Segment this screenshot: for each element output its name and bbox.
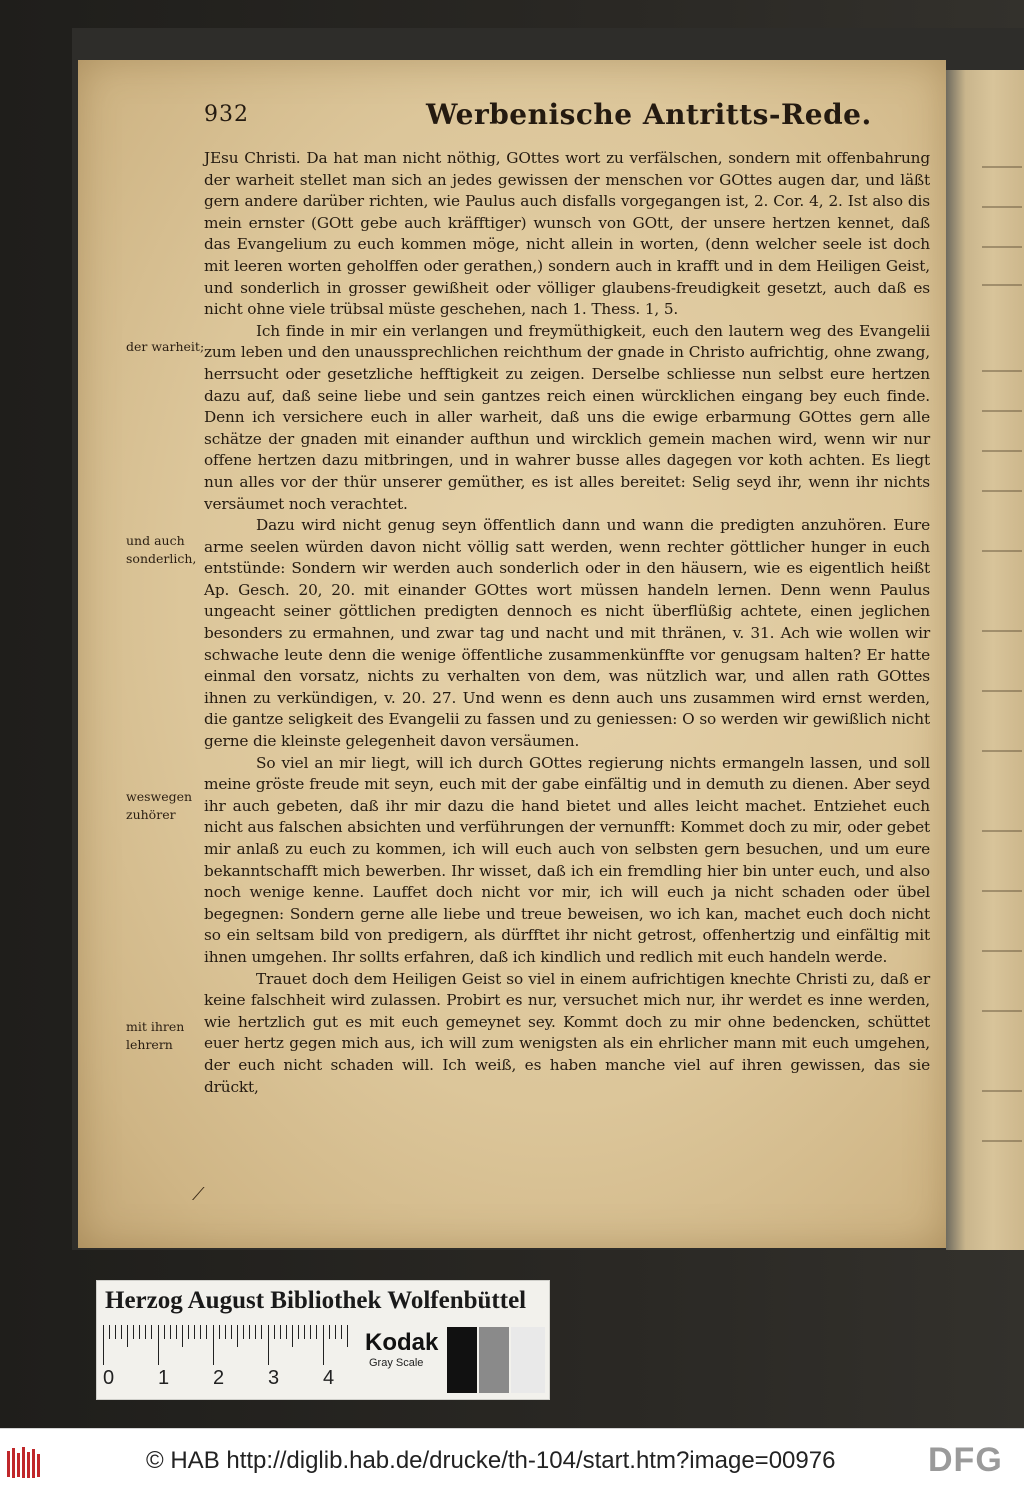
marginal-note: weswegen zuhörer [126, 789, 193, 822]
ruler [103, 1325, 353, 1365]
paragraph: JEsu Christi. Da hat man nicht nöthig, GOttes wort zu verfälschen, sondern mit offenbahrung der warheit stellet man sich an jedes gewissen der menschen vor GOttes augen dar, und läßt gern andere darüber richten, wie Paulus auch disfalls vorgegangen ist, 2. Cor. 4, 2. Ist also dis mein ernster (GOtt gebe auch kräfftiger) wunsch von GOtt, der unsere hertzen kennet, daß das Evangelium zu euch kommen möge, nicht allein in worten, (denn welcher seele ist doch mit leeren worten geholffen oder gerathen,) sondern auch in krafft und in dem Heiligen Geist, und sonderlich in grosser gewißheit oder völliger glaubens-freudigkeit gesetzt, auch daß es nicht ohne viele trübsal müste geschehen, nach 1. Thess. 1, 5. [204, 149, 930, 319]
copyright-link[interactable]: © HAB http://diglib.hab.de/drucke/th-104/start.htm?image=00976 [146, 1447, 836, 1474]
document-page [78, 60, 946, 1248]
ruler-label: 2 [213, 1367, 225, 1389]
kodak-brand: Kodak [365, 1329, 439, 1356]
gray-scale-label: Gray Scale [369, 1357, 424, 1369]
color-calibration-card [96, 1280, 550, 1400]
marginal-note: mit ihren lehrern [126, 1019, 185, 1052]
running-title: Werbenische Antritts-Rede. [426, 98, 872, 131]
facing-page-edge [946, 70, 1024, 1250]
gray-swatch-light [511, 1327, 545, 1393]
paragraph: Dazu wird nicht genug seyn öffentlich dann und wann die predigten anzuhören. Eure arme seelen würden davon nicht völlig satt werden, wenn rechter göttlicher hunger in euch entstünde: Sondern wir werden auch sonderlich oder in den häusern, wie es eigentlich heißt Ap. Gesch. 20, 20. mit einander GOttes wort müssen handeln lernen. Denn wenn Paulus ungeacht seiner göttlichen predigten dennoch es nicht überflüßig achtete, einen jeglichen besonders zu ermahnen, und zwar tag und nacht und mit thränen, v. 31. Ach wie wollen wir schwache leute denn die wenige öffentliche zusammenkünffte vor genugsam halten? Er hatte einmal den vorsatz, nichts zu verhalten von dem, was nützlich war, und allen rath GOttes ihnen zu verkündigen, v. 20. 27. Und wenn es denn auch uns zusammen wird ernst werden, die gantze seligkeit des Evangelii zu fassen und zu geniessen: O so werden wir gewißlich nicht gerne die kleinste gelegenheit davon versäumen. [204, 516, 930, 751]
viewer-footer [0, 1428, 1024, 1496]
gray-swatch-mid [479, 1327, 509, 1393]
ruler-label: 4 [323, 1367, 335, 1389]
dfg-logo[interactable]: DFG [928, 1441, 1003, 1479]
ink-mark: ⟋ [192, 1184, 205, 1205]
ruler-label: 0 [103, 1367, 115, 1389]
ruler-label: 1 [158, 1367, 170, 1389]
paragraph: Trauet doch dem Heiligen Geist so viel in einem aufrichtigen knechte Christi zu, daß er keine falschheit wird zulassen. Probirt es nur, versuchet mich nur, ihr werdet es inne werden, wie hertzlich gut es mit euch gemeynet sey. Kommt doch zu mir ohne bedencken, schüttet euer hertz gegen mich aus, ich will zum wenigsten als ein ehrlicher mann mit euch umgehen, der euch nicht schaden will. Ich weiß, es haben manche viel auf ihren gewissen, das sie drückt, [204, 969, 930, 1096]
ruler-labels [103, 1367, 363, 1393]
ruler-label: 3 [268, 1367, 280, 1389]
marginal-note: und auch sonderlich, [126, 533, 197, 566]
library-name: Herzog August Bibliothek Wolfenbüttel [105, 1287, 527, 1314]
page-header [204, 98, 904, 138]
marginal-note: der warheit; [126, 339, 205, 354]
paragraph: So viel an mir liegt, will ich durch GOttes regierung nichts ermangeln lassen, und soll meine gröste freude mit seyn, euch mit der gabe einfältig und in demuth zu dienen. Aber seyd ihr auch gebeten, daß ihr mir dazu die hand bietet und alles leicht machet. Entziehet euch nicht aus falschen absichten und verführungen der vernunfft: Kommet doch zu mir, oder gebet mir anlaß zu euch zu kommen, ich will euch auch von selbsten gern besuchen, und um eure bekanntschafft mich bewerben. Ihr wisset, daß ich ein fremdling hier bin unter euch, und also noch wenige kenne. Lauffet doch nicht vor mir, ich will euch ja nicht schaden oder übel begegnen: Sondern gerne alle liebe und treue beweisen, wo ich kan, machet euch doch nicht so ein seltsam bild von predigern, als dürfftet ihr nicht getrost, offenhertzig und einfältig mit ihnen umgehen. Ihr sollts erfahren, daß ich kindlich und redlich mit euch handeln werde. [204, 753, 930, 966]
page-number: 932 [204, 102, 249, 127]
gray-swatch-black [447, 1327, 477, 1393]
body-text [204, 148, 930, 1208]
paragraph: Ich finde in mir ein verlangen und freymüthigkeit, euch den lautern weg des Evangelii zum leben und den unaussprechlichen reichthum der gnade in Christo aufrichtig, ohne zwang, herrsucht oder gesetzliche hefftigkeit zu zeigen. Derselbe schliesse nun selbst eure hertzen dazu auf, daß seine liebe und sein gantzes reich einen würcklichen eingang bey euch finde. Denn ich versichere euch in aller warheit, daß uns die ewige erbarmung GOttes gern alle schätze der gnaden mit einander aufthun und wircklich gemein machen wird, wenn wir nur offene hertzen dazu mitbringen, und in wahrer busse alles dagegen vor koth achten. Es liegt nun alles vor der thür unserer gemüther, es ist alles bereitet: Selig seyd ihr, wenn ihr nichts versäumet noch verachtet. [204, 321, 930, 513]
hab-logo-icon[interactable] [6, 1445, 44, 1481]
